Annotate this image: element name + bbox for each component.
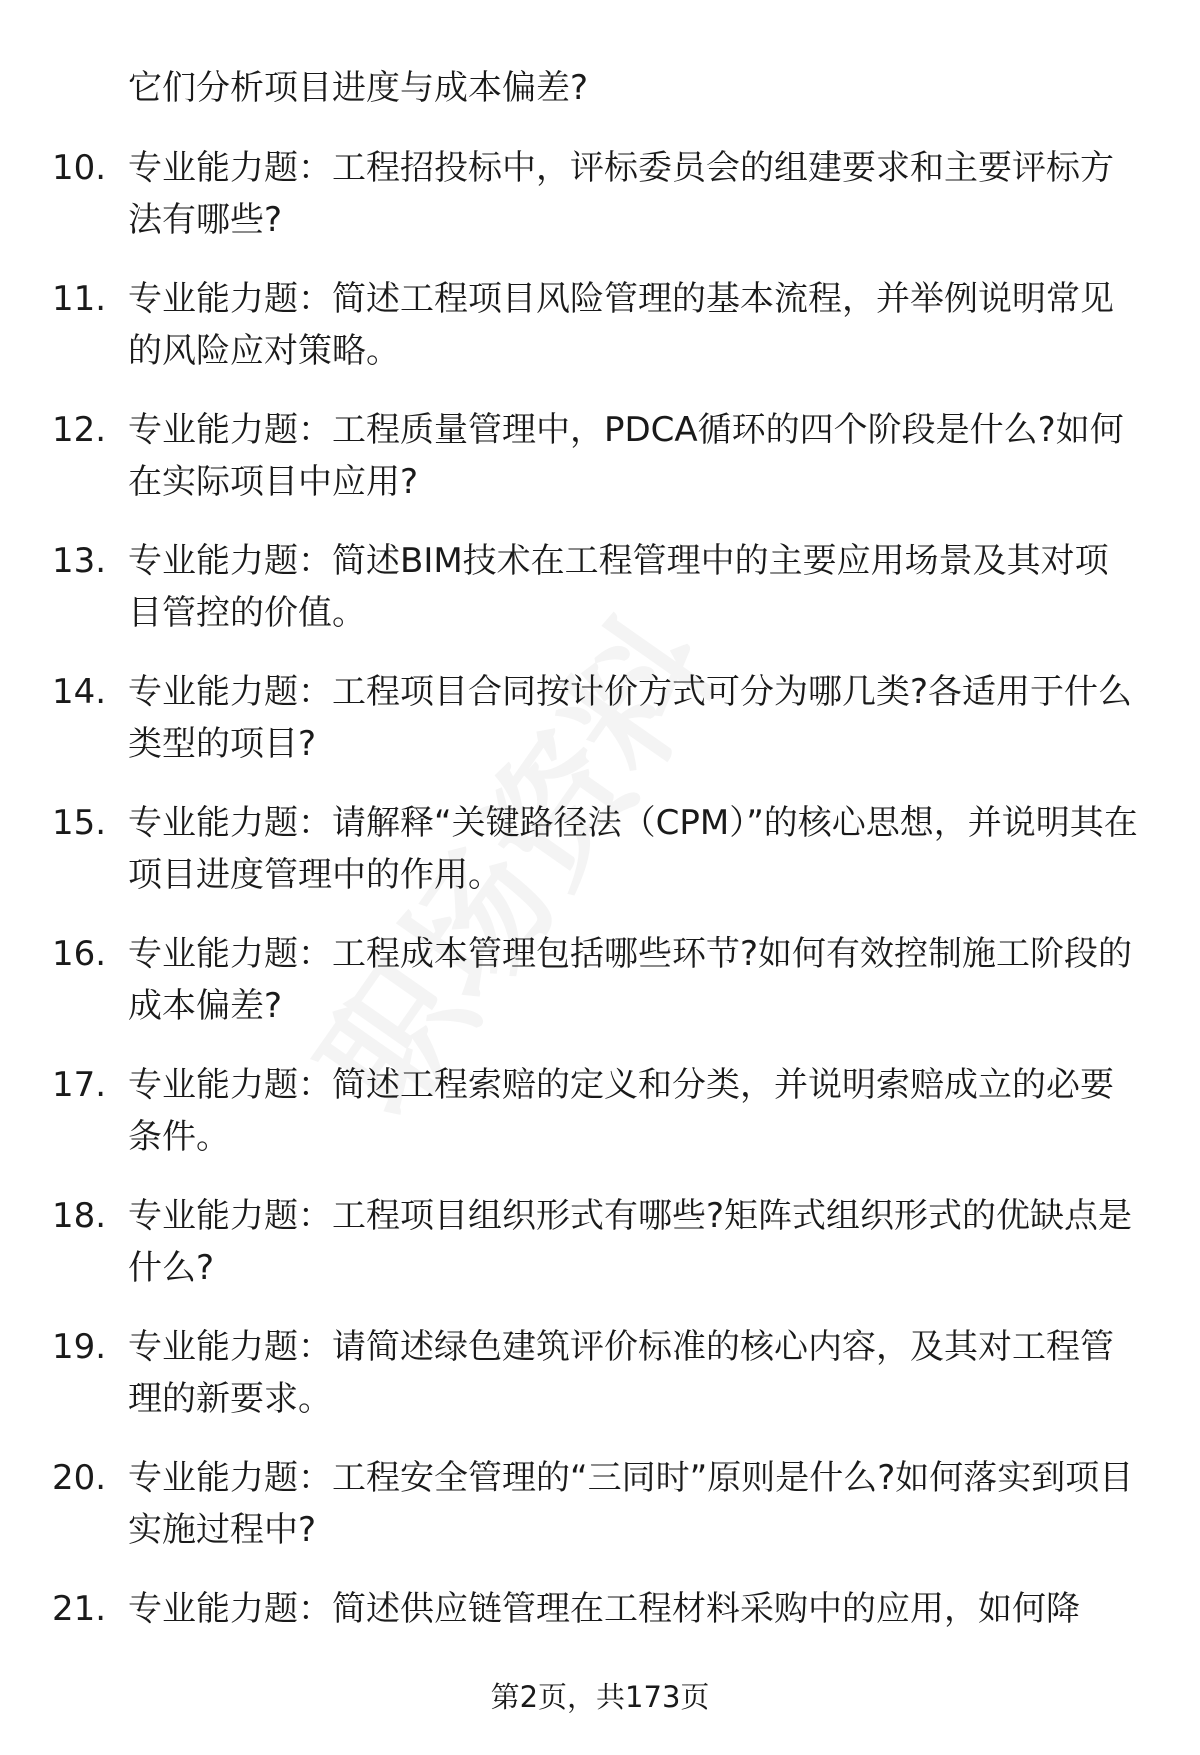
item-number: 21. [52, 1589, 107, 1629]
item-number: 11. [52, 279, 107, 319]
item-number: 15. [52, 803, 107, 843]
item-number: 20. [52, 1458, 107, 1498]
item-number: 19. [52, 1327, 107, 1367]
item-text: 专业能力题：工程项目组织形式有哪些?矩阵式组织形式的优缺点是什么? [128, 1196, 1133, 1288]
item-text: 专业能力题：工程项目合同按计价方式可分为哪几类?各适用于什么类型的项目? [128, 672, 1133, 764]
list-item [0, 928, 1200, 1059]
list-item [0, 273, 1200, 404]
item-number: 13. [52, 541, 107, 581]
item-text: 专业能力题：请简述绿色建筑评价标准的核心内容，及其对工程管理的新要求。 [128, 1327, 1114, 1419]
list-item [0, 1190, 1200, 1321]
item-text: 专业能力题：请解释“关键路径法（CPM）”的核心思想，并说明其在项目进度管理中的作用。 [128, 803, 1138, 895]
item-number: 12. [52, 410, 107, 450]
item-text: 专业能力题：工程质量管理中，PDCA循环的四个阶段是什么?如何在实际项目中应用? [128, 410, 1124, 502]
page-footer: 第2页，共173页 [490, 1680, 710, 1714]
continuation-text: 它们分析项目进度与成本偏差? [128, 68, 589, 108]
list-item [0, 666, 1200, 797]
item-text: 专业能力题：工程成本管理包括哪些环节?如何有效控制施工阶段的成本偏差? [128, 934, 1133, 1026]
item-text: 专业能力题：工程安全管理的“三同时”原则是什么?如何落实到项目实施过程中? [128, 1458, 1134, 1550]
item-number: 14. [52, 672, 107, 712]
list-item [0, 1059, 1200, 1190]
list-item [0, 142, 1200, 273]
list-item [0, 797, 1200, 928]
item-text: 专业能力题：简述工程索赔的定义和分类，并说明索赔成立的必要条件。 [128, 1065, 1114, 1157]
list-item [0, 404, 1200, 535]
item-text: 专业能力题：工程招投标中，评标委员会的组建要求和主要评标方法有哪些? [128, 148, 1114, 240]
list-item [0, 1452, 1200, 1583]
item-number: 17. [52, 1065, 107, 1105]
list-item [0, 1321, 1200, 1452]
item-text: 专业能力题：简述工程项目风险管理的基本流程，并举例说明常见的风险应对策略。 [128, 279, 1114, 371]
item-number: 16. [52, 934, 107, 974]
item-text: 专业能力题：简述供应链管理在工程材料采购中的应用，如何降 [128, 1589, 1080, 1629]
item-number: 10. [52, 148, 107, 188]
item-text: 专业能力题：简述BIM技术在工程管理中的主要应用场景及其对项目管控的价值。 [128, 541, 1109, 633]
list-item [0, 535, 1200, 666]
item-number: 18. [52, 1196, 107, 1236]
question-list [0, 142, 1200, 1714]
